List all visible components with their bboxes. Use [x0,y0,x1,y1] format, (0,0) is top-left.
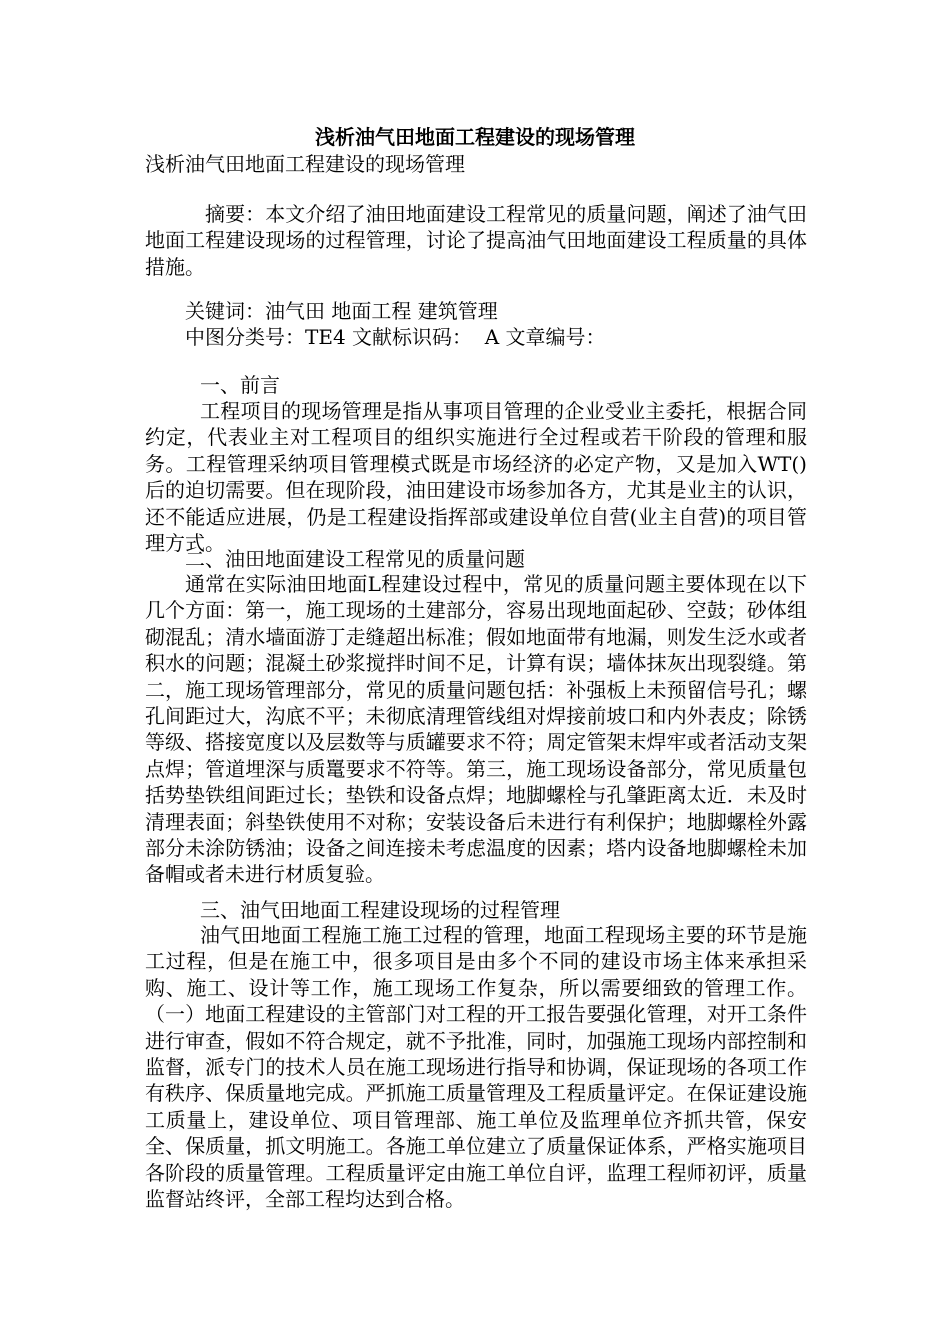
section-body-preface: 工程项目的现场管理是指从事项目管理的企业受业主委托，根据合同约定，代表业主对工程项目的组织实施进行全过程或若干阶段的管理和服务。工程管理采纳项目管理模式既是市场经济的必定产物，又是加入WT()后的迫切需要。但在现阶段，油田建设市场参加各方，尤其是业主的认识，还不能适应进展，仍是工程建设指挥部或建设单位自营(业主自营)的项目管理方式。 [145,399,807,556]
section-body-quality-issues: 通常在实际油田地面L程建设过程中，常见的质量问题主要体现在以下几个方面：第一，施工现场的土建部分，容易出现地面起砂、空鼓；砂体组砌混乱；清水墙面游丁走缝超出标准；假如地面带有地漏，则发生泛水或者积水的问题；混凝土砂浆搅拌时间不足，计算有误；墙体抹灰出现裂缝。第二，施工现场管理部分，常见的质量问题包括：补强板上未预留信号孔；螺孔间距过大，沟底不平；未彻底清理管线组对焊接前坡口和内外表皮；除锈等级、搭接宽度以及层数等与质罐要求不符；周定管架末焊牢或者活动支架点焊；管道埋深与质鼍要求不符等。第三，施工现场设备部分，常见质量包括势垫铁组间距过长；垫铁和设备点焊；地脚螺栓与孔肇距离太近．未及时清理表面；斜垫铁使用不对称；安装设备后未进行有利保护；地脚螺栓外露部分未涂防锈油；设备之间连接未考虑温度的因素；塔内设备地脚螺栓未加备帽或者未进行材质复验。 [145,572,807,887]
section-heading-quality-issues: 二、油田地面建设工程常见的质量问题 [185,547,525,571]
section-heading-preface: 一、前言 [200,373,280,397]
classification-line: 中图分类号：TE4 文献标识码： A 文章编号： [185,325,606,349]
section-heading-process-management: 三、油气田地面工程建设现场的过程管理 [200,898,560,922]
keywords-line: 关键词：油气田 地面工程 建筑管理 [185,299,498,323]
document-subtitle: 浅析油气田地面工程建设的现场管理 [145,152,465,176]
section-body-process-management: 油气田地面工程施工施工过程的管理，地面工程现场主要的环节是施工过程，但是在施工中，很多项目是由多个不同的建设市场主体来承担采购、施工、设计等工作，施工现场工作复杂，所以需要细致的管理工作。（一）地面工程建设的主管部门对工程的开工报告要强化管理，对开工条件进行审查，假如不符合规定，就不予批准，同时，加强施工现场内部控制和监督，派专门的技术人员在施工现场进行指导和协调，保证现场的各项工作有秩序、保质量地完成。严抓施工质量管理及工程质量评定。在保证建设施工质量上，建设单位、项目管理部、施工单位及监理单位齐抓共管，保安全、保质量，抓文明施工。各施工单位建立了质量保证体系，严格实施项目各阶段的质量管理。工程质量评定由施工单位自评，监理工程师初评，质量监督站终评，全部工程均达到合格。 [145,923,807,1212]
abstract-paragraph: 摘要：本文介绍了油田地面建设工程常见的质量问题，阐述了油气田地面工程建设现场的过程管理，讨论了提高油气田地面建设工程质量的具体措施。 [145,202,807,279]
document-title: 浅析油气田地面工程建设的现场管理 [315,125,635,149]
